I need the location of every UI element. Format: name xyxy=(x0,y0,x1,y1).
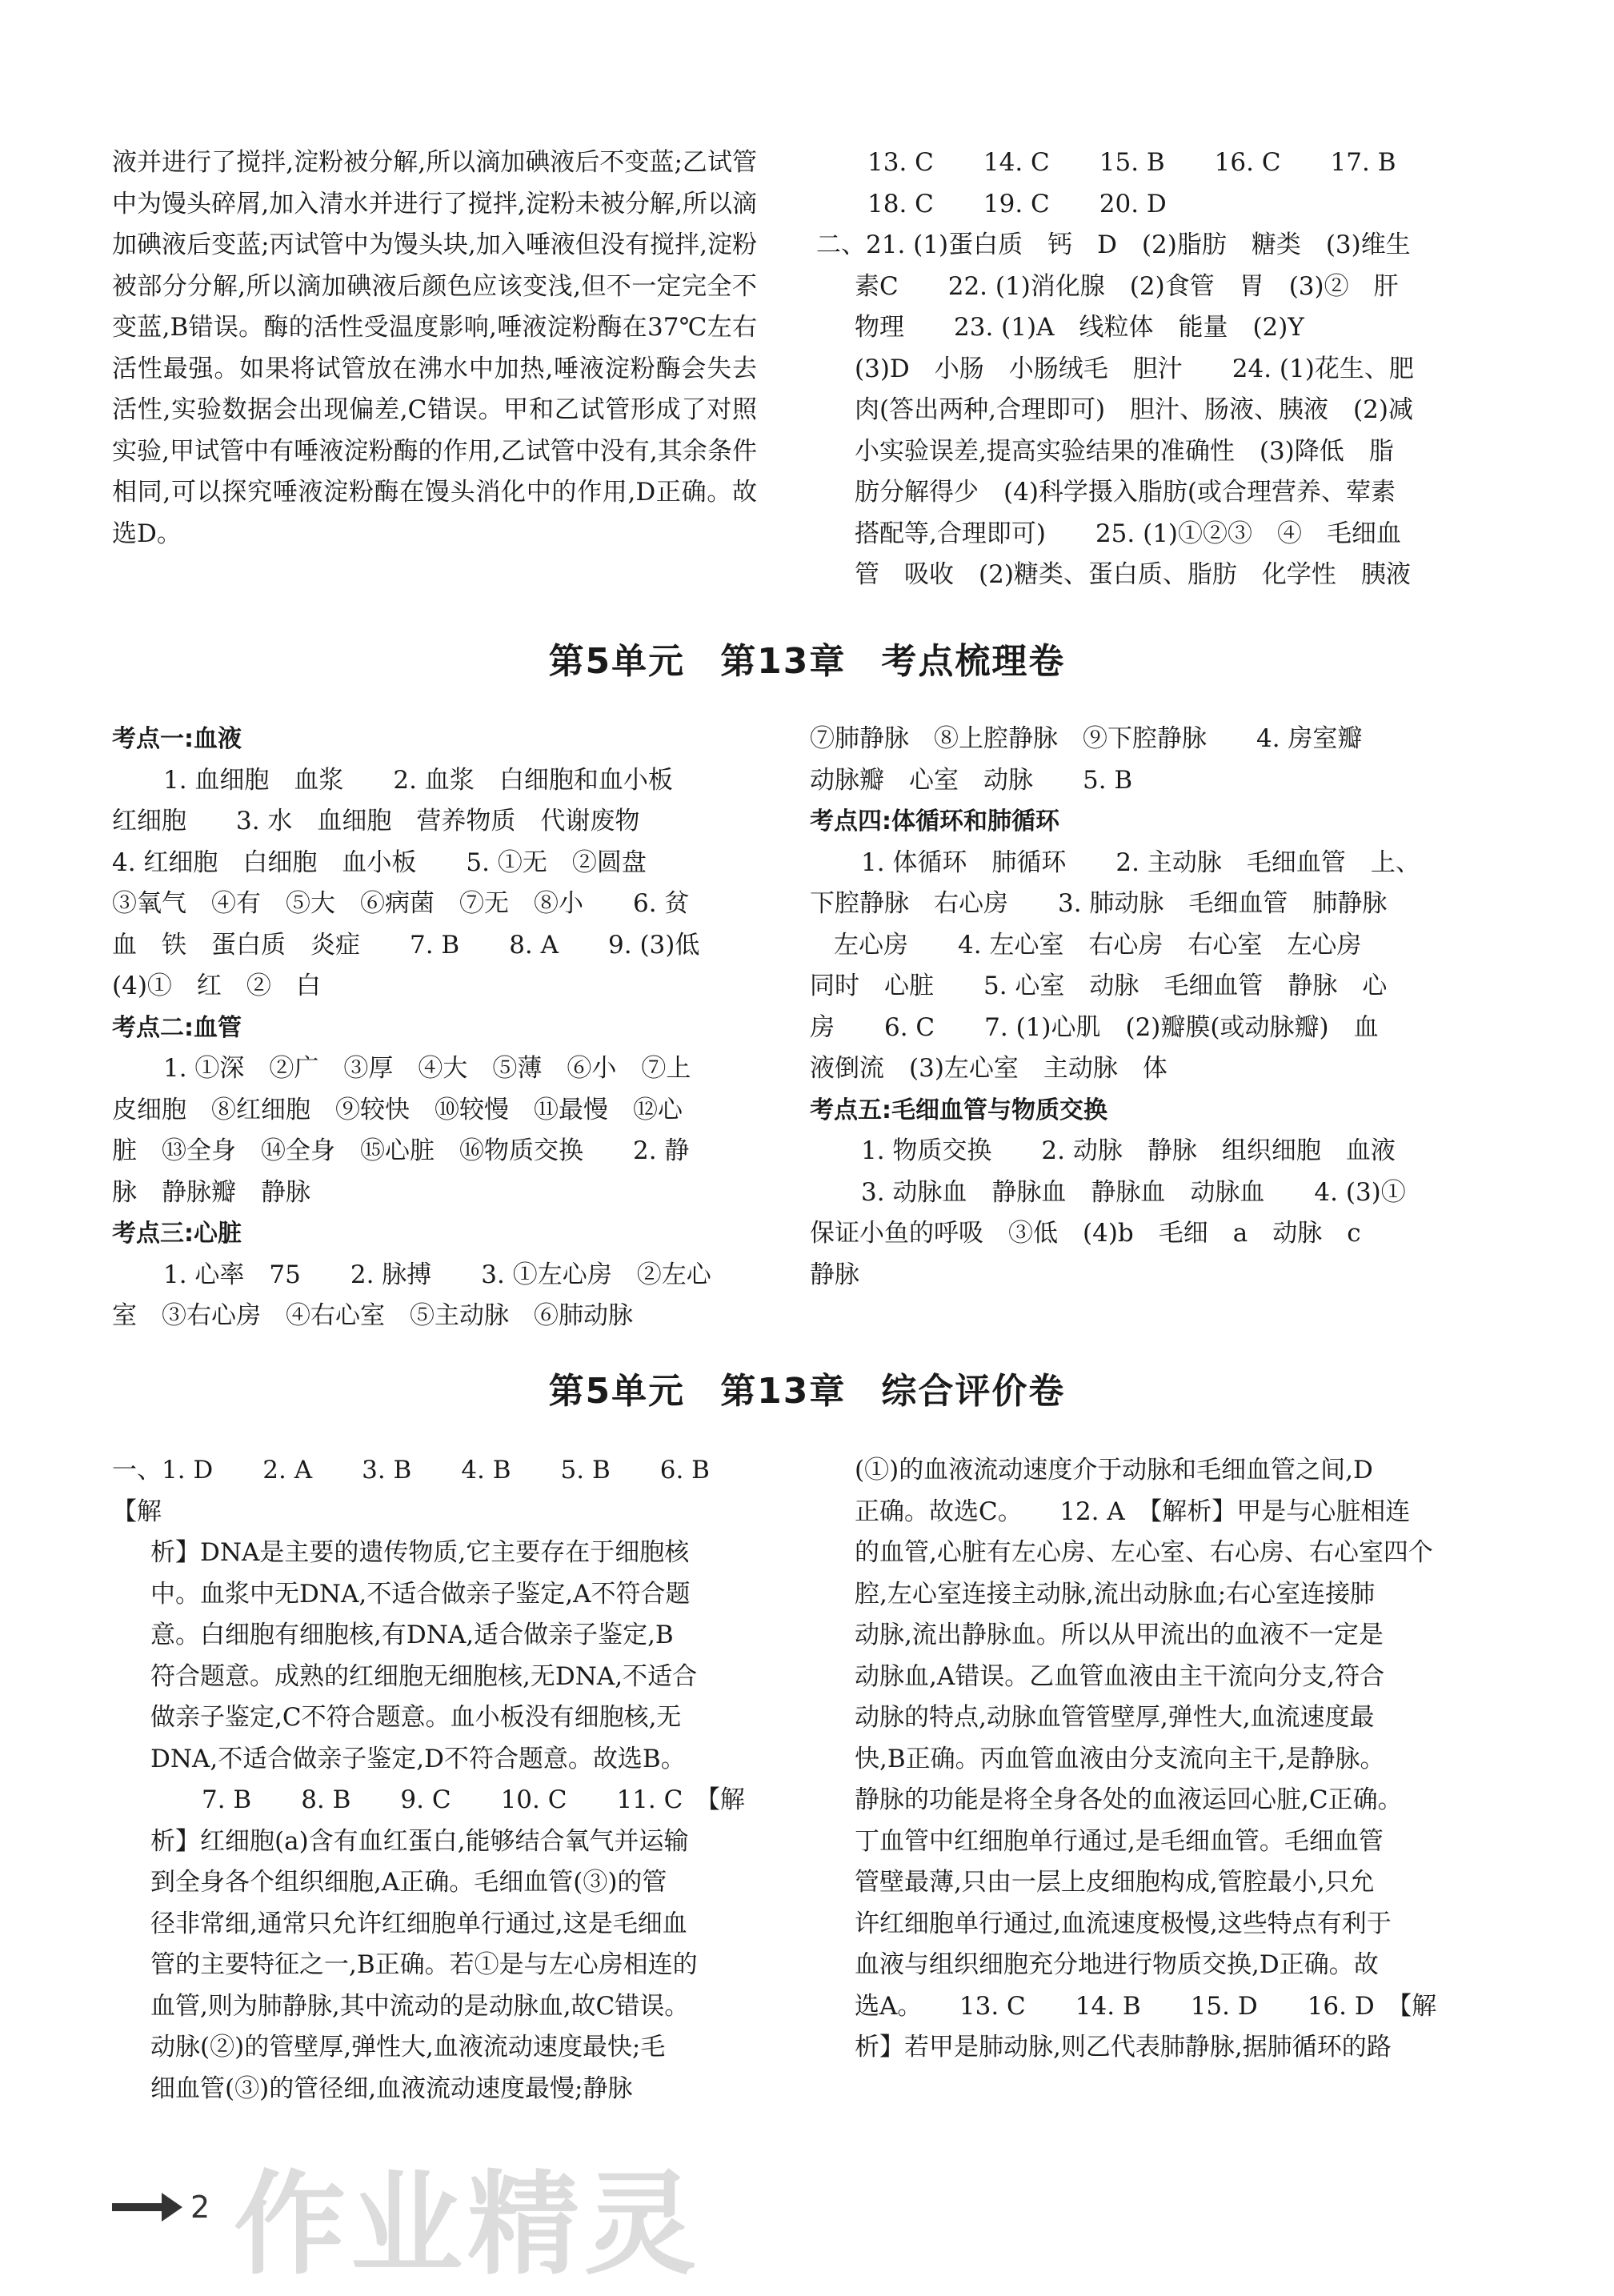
section-title-evaluation xyxy=(0,1362,1614,1413)
title-unit: 第5单元 xyxy=(548,641,686,682)
kaodian-heading: 考点五:毛细血管与物质交换 xyxy=(810,1096,1107,1124)
evaluation-left-column xyxy=(112,1450,768,2110)
answer-line: 动脉血,A错误。乙血管血液由主干流向分支,符合 xyxy=(855,1661,1385,1691)
answer-line: 许红细胞单行通过,血流速度极慢,这些特点有利于 xyxy=(855,1909,1392,1938)
answer-line: 脏 ⑬全身 ⑭全身 ⑮心脏 ⑯物质交换 2. 静 xyxy=(112,1136,690,1165)
answer-line: 动脉的特点,动脉血管管壁厚,弹性大,血流速度最 xyxy=(855,1703,1375,1732)
answer-line: 析】若甲是肺动脉,则乙代表肺静脉,据肺循环的路 xyxy=(855,2033,1392,2062)
answer-line: 血 铁 蛋白质 炎症 7. B 8. A 9. (3)低 xyxy=(112,930,700,960)
answer-line: 血管,则为肺静脉,其中流动的是动脉血,故C错误。 xyxy=(150,1991,690,2021)
evaluation-right-column xyxy=(816,1450,1504,2069)
answer-line: 红细胞 3. 水 血细胞 营养物质 代谢废物 xyxy=(112,807,640,835)
answer-line: 1. 心率 75 2. 脉搏 3. ①左心房 ②左心 xyxy=(163,1260,711,1289)
answer-line: 析】红细胞(a)含有血红蛋白,能够结合氧气并运输 xyxy=(150,1826,689,1856)
section-title-review xyxy=(0,632,1614,683)
kaodian-heading: 考点四:体循环和肺循环 xyxy=(810,807,1059,835)
top-left-paragraph: 液并进行了搅拌,淀粉被分解,所以滴加碘液后不变蓝;乙试管中为馒头碎屑,加入清水并进行了搅拌,淀粉未被分解,所以滴加碘液后变蓝;丙试管中为馒头块,加入唾液但没有搅拌,淀粉被部分分解,所以滴加碘液后颜色应该变浅,但不一定完全不变蓝,B错误。酶的活性受温度影响,唾液淀粉酶在37℃左右活性最强。如果将试管放在沸水中加热,唾液淀粉酶会失去活性,实验数据会出现偏差,C错误。甲和乙试管形成了对照实验,甲试管中有唾液淀粉酶的作用,乙试管中没有,其余条件相同,可以探究唾液淀粉酶在馒头消化中的作用,D正确。故选D。 xyxy=(112,148,757,548)
review-left-column xyxy=(112,719,768,1337)
answer-line: 肪分解得少 (4)科学摄入脂肪(或合理营养、荤素 xyxy=(855,478,1396,507)
answer-line: 静脉的功能是将全身各处的血液运回心脏,C正确。 xyxy=(855,1785,1403,1814)
answer-line: 丁血管中红细胞单行通过,是毛细血管。毛细血管 xyxy=(855,1826,1384,1856)
answer-line: 静脉 xyxy=(810,1260,859,1289)
answer-line: 皮细胞 ⑧红细胞 ⑨较快 ⑩较慢 ⑪最慢 ⑫心 xyxy=(112,1095,683,1124)
answer-line: 液倒流 (3)左心室 主动脉 体 xyxy=(810,1054,1167,1083)
answer-line: 意。白细胞有细胞核,有DNA,适合做亲子鉴定,B xyxy=(150,1621,674,1649)
title-chapter: 第13章 xyxy=(720,1371,847,1412)
answer-line: 选A。 13. C 14. B 15. D 16. D 【解 xyxy=(855,1991,1437,2021)
answer-line: (4)① 红 ② 白 xyxy=(112,972,321,1000)
watermark: 作业精灵 xyxy=(234,2160,702,2290)
answer-line: 动脉瓣 心室 动脉 5. B xyxy=(810,765,1133,795)
answer-line: 13. C 14. C 15. B 16. C 17. B xyxy=(867,148,1396,177)
answer-line: 一、1. D 2. A 3. B 4. B 5. B 6. B 【解 xyxy=(112,1456,735,1526)
answer-line: 二、21. (1)蛋白质 钙 D (2)脂肪 糖类 (3)维生 xyxy=(816,230,1411,259)
answer-line: 1. 体循环 肺循环 2. 主动脉 毛细血管 上、 xyxy=(861,847,1420,877)
answer-line: 小实验误差,提高实验结果的准确性 (3)降低 脂 xyxy=(855,436,1394,466)
answer-line: 7. B 8. B 9. C 10. C 11. C 【解 xyxy=(202,1785,745,1814)
kaodian-heading: 考点一:血液 xyxy=(112,725,242,753)
answer-line: 素C 22. (1)消化腺 (2)食管 胃 (3)② 肝 xyxy=(855,271,1399,301)
answer-line: 1. 血细胞 血浆 2. 血浆 白细胞和血小板 xyxy=(163,765,673,795)
answer-line: (3)D 小肠 小肠绒毛 胆汁 24. (1)花生、肥 xyxy=(855,354,1414,383)
answer-line: 析】DNA是主要的遗传物质,它主要存在于细胞核 xyxy=(150,1538,690,1567)
answer-line: 径非常细,通常只允许红细胞单行通过,这是毛细血 xyxy=(150,1909,687,1938)
top-left-column xyxy=(112,142,757,555)
answer-line: 4. 红细胞 白细胞 血小板 5. ①无 ②圆盘 xyxy=(112,847,647,877)
answer-line: 3. 动脉血 静脉血 静脉血 动脉血 4. (3)① xyxy=(861,1177,1406,1207)
review-right-column xyxy=(810,719,1504,1296)
answer-line: 腔,左心室连接主动脉,流出动脉血;右心室连接肺 xyxy=(855,1579,1376,1609)
answer-line: 同时 心脏 5. 心室 动脉 毛细血管 静脉 心 xyxy=(810,972,1388,1000)
answer-line: 做亲子鉴定,C不符合题意。血小板没有细胞核,无 xyxy=(150,1703,682,1732)
answer-line: 血液与组织细胞充分地进行物质交换,D正确。故 xyxy=(855,1950,1379,1979)
answer-line: ⑦肺静脉 ⑧上腔静脉 ⑨下腔静脉 4. 房室瓣 xyxy=(810,724,1363,753)
answer-line: 脉 静脉瓣 静脉 xyxy=(112,1177,310,1207)
answer-line: 物理 23. (1)A 线粒体 能量 (2)Y xyxy=(855,313,1304,342)
top-right-column xyxy=(816,142,1504,596)
arrow-right-icon xyxy=(112,2191,182,2223)
answer-line: 中。血浆中无DNA,不适合做亲子鉴定,A不符合题 xyxy=(150,1579,691,1609)
answer-line: 下腔静脉 右心房 3. 肺动脉 毛细血管 肺静脉 xyxy=(810,889,1388,918)
answer-line: 室 ③右心房 ④右心室 ⑤主动脉 ⑥肺动脉 xyxy=(112,1301,633,1330)
answer-line: 搭配等,合理即可) 25. (1)①②③ ④ 毛细血 xyxy=(855,519,1402,548)
answer-line: 18. C 19. C 20. D xyxy=(867,189,1167,218)
answer-line: 细血管(③)的管径细,血液流动速度最慢;静脉 xyxy=(150,2074,633,2103)
answer-line: 1. ①深 ②广 ③厚 ④大 ⑤薄 ⑥小 ⑦上 xyxy=(163,1054,691,1083)
answer-line: 快,B正确。丙血管血液由分支流向主干,是静脉。 xyxy=(855,1744,1385,1773)
answer-line: (①)的血液流动速度介于动脉和毛细血管之间,D xyxy=(855,1456,1373,1485)
answer-line: 动脉,流出静脉血。所以从甲流出的血液不一定是 xyxy=(855,1621,1384,1649)
kaodian-heading: 考点二:血管 xyxy=(112,1013,242,1042)
answer-line: 到全身各个组织细胞,A正确。毛细血管(③)的管 xyxy=(150,1868,667,1897)
answer-line: 符合题意。成熟的红细胞无细胞核,无DNA,不适合 xyxy=(150,1661,698,1691)
answer-line: 房 6. C 7. (1)心肌 (2)瓣膜(或动脉瓣) 血 xyxy=(810,1012,1379,1042)
answer-line: 动脉(②)的管壁厚,弹性大,血液流动速度最快;毛 xyxy=(150,2033,666,2062)
answer-line: 管壁最薄,只由一层上皮细胞构成,管腔最小,只允 xyxy=(855,1868,1375,1897)
answer-line: DNA,不适合做亲子鉴定,D不符合题意。故选B。 xyxy=(150,1744,686,1773)
kaodian-heading: 考点三:心脏 xyxy=(112,1220,242,1248)
answer-line: 管的主要特征之一,B正确。若①是与左心房相连的 xyxy=(150,1950,698,1979)
answer-line: 左心房 4. 左心室 右心房 右心室 左心房 xyxy=(834,930,1362,960)
title-chapter: 第13章 xyxy=(720,641,847,682)
answer-line: 的血管,心脏有左心房、左心室、右心房、右心室四个 xyxy=(855,1538,1433,1567)
title-paper: 综合评价卷 xyxy=(881,1371,1066,1412)
answer-line: 管 吸收 (2)糖类、蛋白质、脂肪 化学性 胰液 xyxy=(855,560,1411,589)
page-number: 2 xyxy=(190,2190,210,2225)
answer-line: 肉(答出两种,合理即可) 胆汁、肠液、胰液 (2)减 xyxy=(855,395,1413,424)
answer-line: 保证小鱼的呼吸 ③低 (4)b 毛细 a 动脉 c xyxy=(810,1219,1361,1248)
answer-line: ③氧气 ④有 ⑤大 ⑥病菌 ⑦无 ⑧小 6. 贫 xyxy=(112,889,690,918)
answer-line: 正确。故选C。 12. A 【解析】甲是与心脏相连 xyxy=(855,1497,1411,1526)
answer-line: 1. 物质交换 2. 动脉 静脉 组织细胞 血液 xyxy=(861,1136,1396,1165)
title-paper: 考点梳理卷 xyxy=(881,641,1066,682)
title-unit: 第5单元 xyxy=(548,1371,686,1412)
